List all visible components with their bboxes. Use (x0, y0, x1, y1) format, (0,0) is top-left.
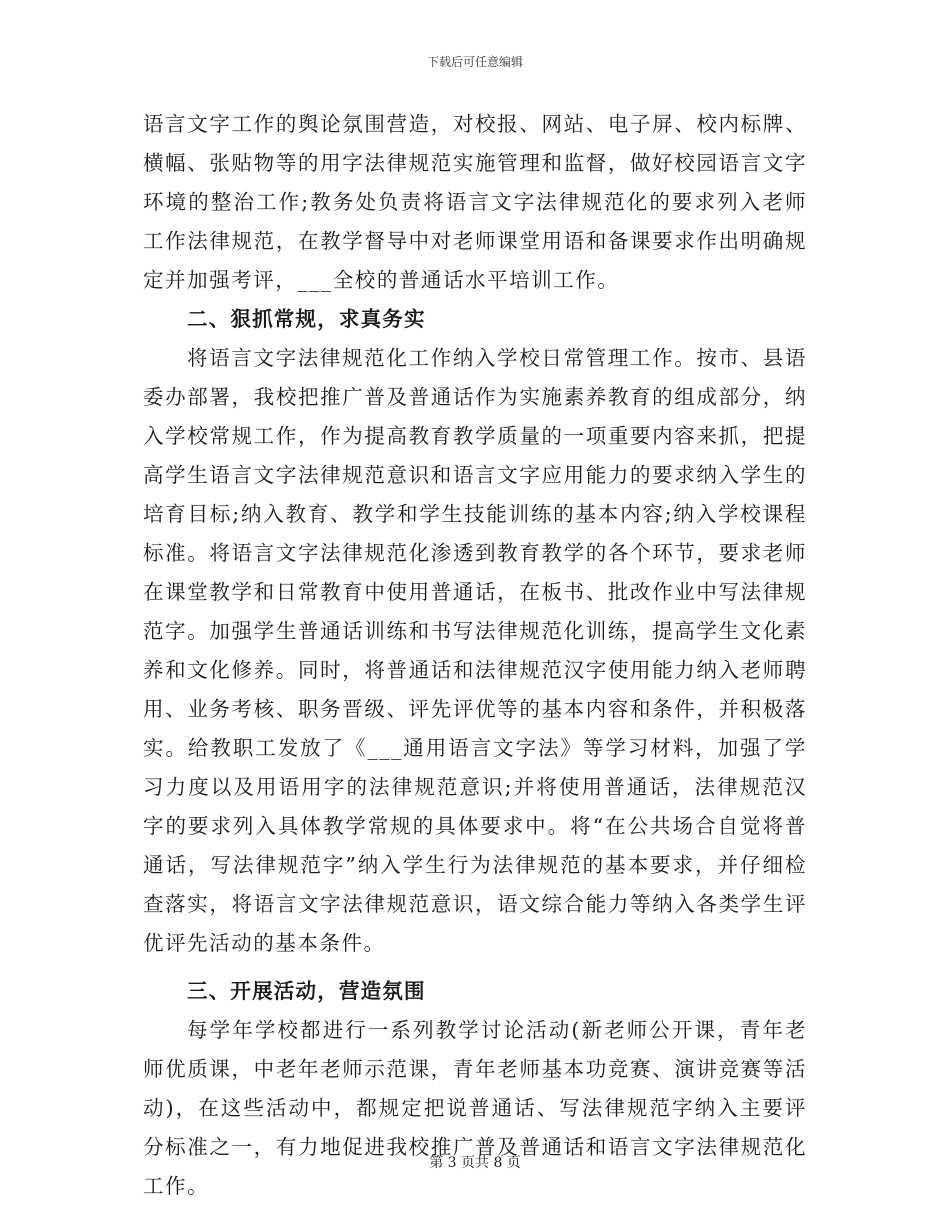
spacer (143, 963, 807, 972)
section-heading-3: 三、开展活动，营造氛围 (187, 979, 426, 1003)
page-header-note: 下载后可任意编辑 (426, 55, 523, 69)
page-number: 第 3 页共 8 页 (429, 1155, 521, 1171)
section-heading-2: 二、狠抓常规，求真务实 (187, 307, 426, 331)
paragraph-section-3: 每学年学校都进行一系列教学讨论活动(新老师公开课，青年老师优质课，中老年老师示范课，青年老师基本功竞赛、演讲竞赛等活动)，在这些活动中，都规定把说普通话、写法律规范字纳入主要评分标准之一，有力地促进我校推广普及普通话和语言文字法律规范化工作。 (143, 1018, 807, 1198)
paragraph-continued: 语言文字工作的舆论氛围营造，对校报、网站、电子屏、校内标牌、横幅、张贴物等的用字法律规范实施管理和监督，做好校园语言文字环境的整治工作;教务处负责将语言文字法律规范化的要求列入老师工作法律规范，在教学督导中对老师课堂用语和备课要求作出明确规定并加强考评，___全校的普通话水平培训工作。 (143, 112, 807, 292)
paragraph-section-2: 将语言文字法律规范化工作纳入学校日常管理工作。按市、县语委办部署，我校把推广普及普通话作为实施素养教育的组成部分，纳入学校常规工作，作为提高教育教学质量的一项重要内容来抓，把提高学生语言文字法律规范意识和语言文字应用能力的要求纳入学生的培育目标;纳入教育、教学和学生技能训练的基本内容;纳入学校课程标准。将语言文字法律规范化渗透到教育教学的各个环节，要求老师在课堂教学和日常教育中使用普通话，在板书、批改作业中写法律规范字。加强学生普通话训练和书写法律规范化训练，提高学生文化素养和文化修养。同时，将普通话和法律规范汉字使用能力纳入老师聘用、业务考核、职务晋级、评先评优等的基本内容和条件，并积极落实。给教职工发放了《___通用语言文字法》等学习材料，加强了学习力度以及用语用字的法律规范意识;并将使用普通话，法律规范汉字的要求列入具体教学常规的具体要求中。将“在公共场合自觉将普通话，写法律规范字”纳入学生行为法律规范的基本要求，并仔细检查落实，将语言文字法律规范意识，语文综合能力等纳入各类学生评优评先活动的基本条件。 (143, 346, 807, 955)
document-body (143, 105, 807, 1206)
